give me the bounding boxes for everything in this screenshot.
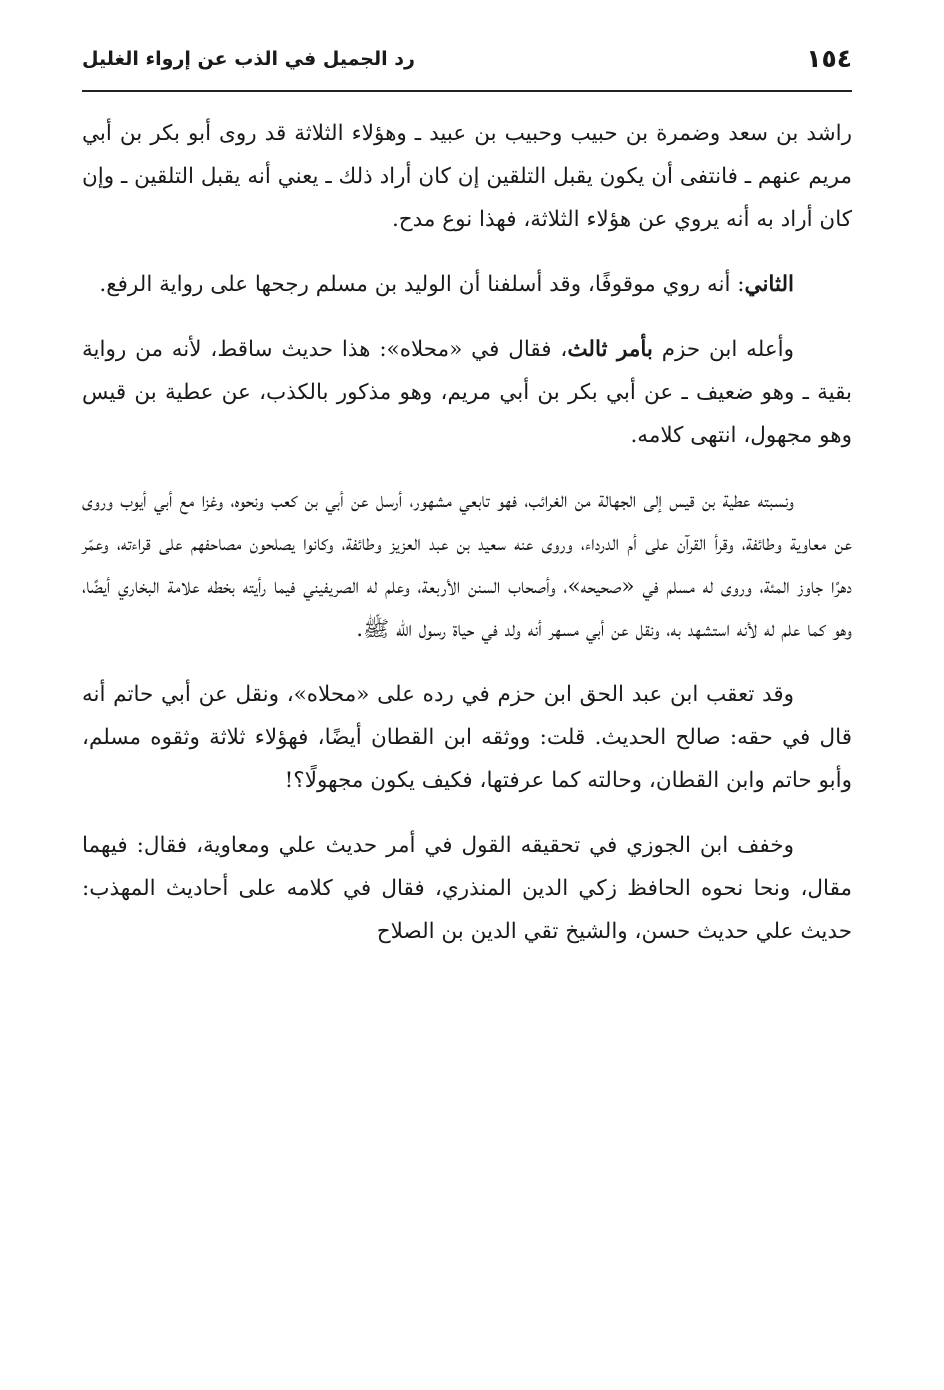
page-header: [82, 38, 852, 90]
paragraph-4: [82, 479, 852, 651]
header-rule: [82, 90, 852, 92]
paragraph-text: ، فقال في «محلاه»: هذا حديث ساقط، لأنه من رواية بقية ـ وهو ضعيف ـ عن أبي بكر بن أبي مريم، وهو مذكور بالكذب، عن عطية بن قيس وهو مجهول، انتهى كلامه.: [82, 337, 852, 448]
paragraph-text: : أنه روي موقوفًا، وقد أسلفنا أن الوليد بن مسلم رجحها على رواية الرفع.: [99, 272, 745, 297]
paragraph-text: ونسبته عطية بن قيس إلى الجهالة من الغرائب، فهو تابعي مشهور، أرسل عن أبي بن كعب ونحوه، وغزا مع أبي أيوب وروى عن معاوية وطائفة، وقرأ القرآن على أم الدرداء، وروى عنه سعيد بن عبد العزيز وطائفة، وكانوا يصلحون مصاحفهم على قراءته، وعمّر دهرًا جاوز المئة، وروى له مسلم في «صحيحه»، وأصحاب السنن الأربعة، وعلم له الصريفيني فيما رأيته بخطه علامة البخاري أيضًا، وهو كما علم له لأنه استشهد به، ونقل عن أبي مسهر أنه ولد في حياة رسول الله ﷺ.: [82, 488, 852, 642]
main-text: [82, 112, 852, 975]
running-title: رد الجميل في الذب عن إرواء الغليل: [82, 48, 415, 70]
paragraph-3: [82, 328, 852, 457]
paragraph-lead: الثاني: [744, 272, 794, 297]
paragraph-lead: بأمر ثالث: [567, 337, 653, 362]
paragraph-6: [82, 824, 852, 953]
paragraph-text: وقد تعقب ابن عبد الحق ابن حزم في رده على «محلاه»، ونقل عن أبي حاتم أنه قال في حقه: صالح الحديث. قلت: ووثقه ابن القطان أيضًا، فهؤلاء ثلاثة وثقوه مسلم، وأبو حاتم وابن القطان، وحالته كما عرفتها، فكيف يكون مجهولًا؟!: [82, 682, 852, 793]
paragraph-pre: وأعله ابن حزم: [652, 337, 795, 362]
page-number: ١٥٤: [806, 44, 852, 73]
paragraph-1: [82, 112, 852, 241]
paragraph-2: [82, 263, 852, 306]
paragraph-text: راشد بن سعد وضمرة بن حبيب وحبيب بن عبيد ـ وهؤلاء الثلاثة قد روى أبو بكر بن أبي مريم عنهم ـ فانتفى أن يكون يقبل التلقين إن كان أراد ذلك ـ يعني أنه يقبل التلقين ـ وإن كان أراد به أنه يروي عن هؤلاء الثلاثة، فهذا نوع مدح.: [82, 121, 852, 232]
paragraph-text: وخفف ابن الجوزي في تحقيقه القول في أمر حديث علي ومعاوية، فقال: فيهما مقال، ونحا نحوه الحافظ زكي الدين المنذري، فقال في كلامه على أحاديث المهذب: حديث علي حديث حسن، والشيخ تقي الدين بن الصلاح: [82, 833, 852, 944]
paragraph-5: [82, 673, 852, 802]
